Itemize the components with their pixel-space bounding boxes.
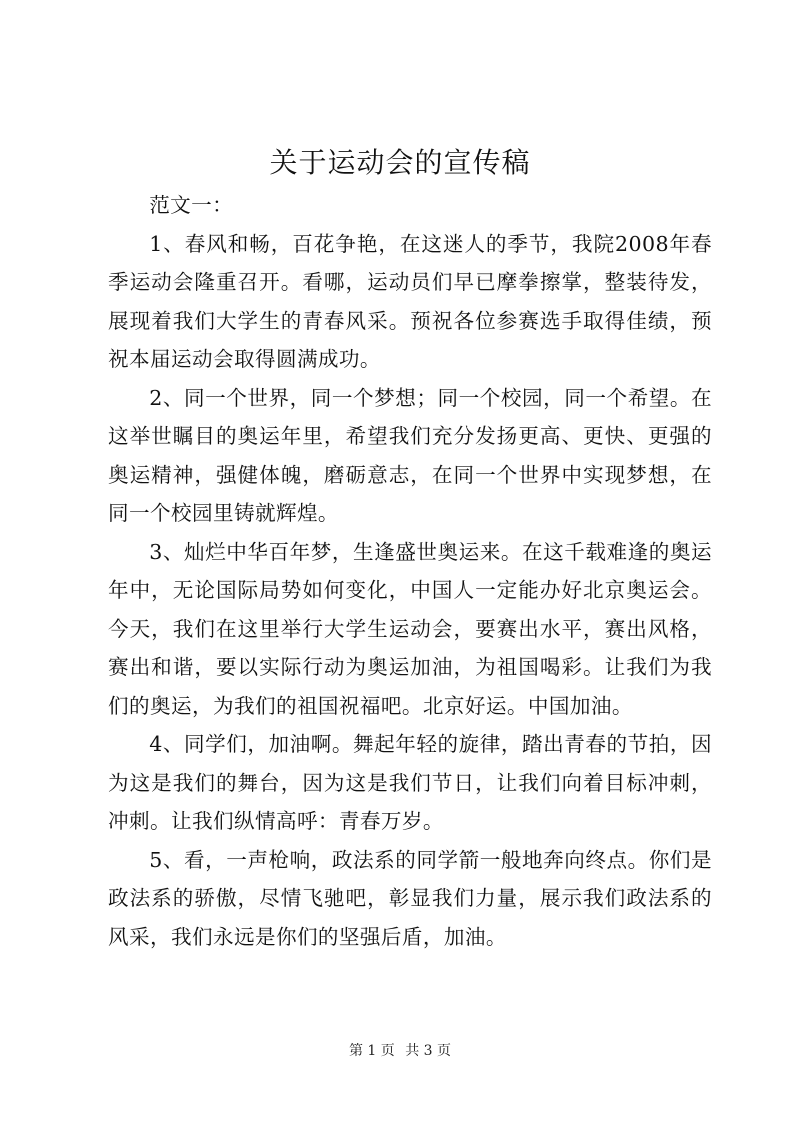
page-number: 第 1 页: [348, 1043, 395, 1059]
document-title: 关于运动会的宣传稿: [269, 146, 531, 179]
page-total: 共 3 页: [405, 1043, 452, 1059]
document-body: [108, 186, 712, 956]
paragraph-5: 5、看，一声枪响，政法系的同学箭一般地奔向终点。你们是政法系的骄傲，尽情飞驰吧，彰显我们力量，展示我们政法系的风采，我们永远是你们的坚强后盾，加油。: [108, 847, 712, 949]
paragraph-2: 2、同一个世界，同一个梦想；同一个校园，同一个希望。在这举世瞩目的奥运年里，希望我们充分发扬更高、更快、更强的奥运精神，强健体魄，磨砺意志，在同一个世界中实现梦想，在同一个校园里铸就辉煌。: [108, 385, 712, 525]
paragraph-3: 3、灿烂中华百年梦，生逢盛世奥运来。在这千载难逢的奥运年中，无论国际局势如何变化，中国人一定能办好北京奥运会。今天，我们在这里举行大学生运动会，要赛出水平，赛出风格，赛出和谐，要以实际行动为奥运加油，为祖国喝彩。让我们为我们的奥运，为我们的祖国祝福吧。北京好运。中国加油。: [108, 539, 712, 718]
paragraph-4: 4、同学们，加油啊。舞起年轻的旋律，踏出青春的节拍，因为这是我们的舞台，因为这是我们节日，让我们向着目标冲刺，冲刺。让我们纵情高呼：青春万岁。: [108, 732, 712, 833]
paragraph-heading: 范文一：: [149, 193, 234, 217]
page-footer: [0, 1041, 800, 1061]
paragraph-1: 1、春风和畅，百花争艳，在这迷人的季节，我院2008年春季运动会隆重召开。看哪，运动员们早已摩拳擦掌，整装待发，展现着我们大学生的青春风采。预祝各位参赛选手取得佳绩，预祝本届运动会取得圆满成功。: [108, 231, 712, 371]
